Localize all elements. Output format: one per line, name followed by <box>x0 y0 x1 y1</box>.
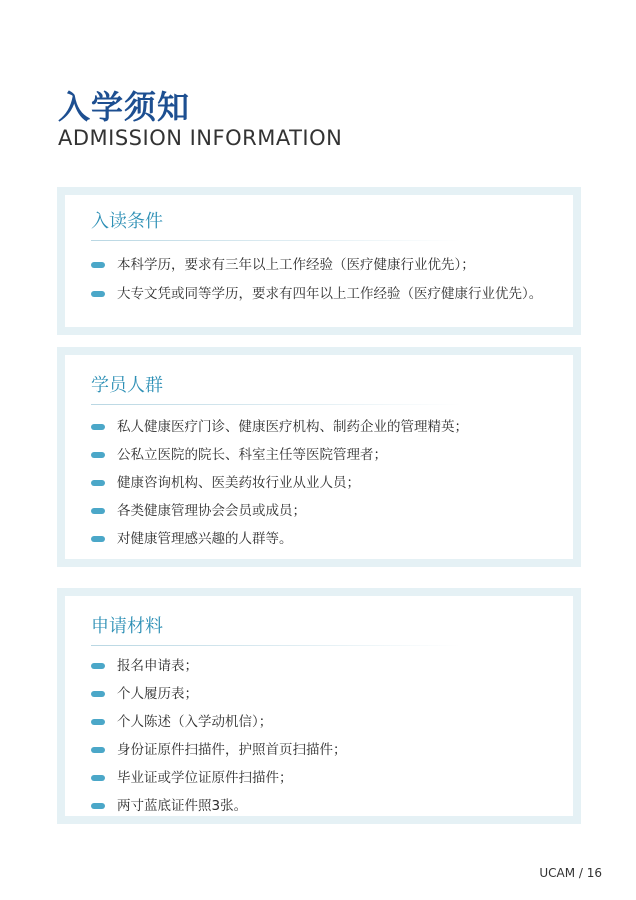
bullet-icon <box>91 803 105 809</box>
section-divider <box>91 240 461 241</box>
list-item-text: 各类健康管理协会会员或成员； <box>117 503 306 519</box>
list-item-text: 本科学历，要求有三年以上工作经验（医疗健康行业优先）； <box>117 257 475 273</box>
list-item-text: 身份证原件扫描件，护照首页扫描件； <box>117 742 347 758</box>
section-card-application-materials <box>57 588 581 824</box>
list-item <box>91 656 543 677</box>
list-item-text: 健康咨询机构、医美药妆行业从业人员； <box>117 475 360 491</box>
list-item <box>91 768 543 789</box>
list-item <box>91 473 543 494</box>
section-heading: 入读条件 <box>91 211 163 232</box>
section-card-admission-requirements <box>57 187 581 335</box>
list-item <box>91 284 543 305</box>
list-item <box>91 684 543 705</box>
list-item <box>91 255 543 276</box>
list-item-text: 两寸蓝底证件照3张。 <box>117 798 248 814</box>
page-number: UCAM / 16 <box>539 866 602 880</box>
list-item <box>91 740 543 761</box>
section-divider <box>91 404 461 405</box>
bullet-icon <box>91 480 105 486</box>
list-item <box>91 417 543 438</box>
section-card-inner <box>65 596 573 816</box>
bullet-icon <box>91 424 105 430</box>
section-list <box>91 656 543 817</box>
section-divider <box>91 645 461 646</box>
bullet-icon <box>91 719 105 725</box>
bullet-icon <box>91 775 105 781</box>
list-item-text: 私人健康医疗门诊、健康医疗机构、制药企业的管理精英； <box>117 419 468 435</box>
list-item-text: 大专文凭或同等学历，要求有四年以上工作经验（医疗健康行业优先）。 <box>117 286 543 302</box>
section-card-inner <box>65 355 573 559</box>
list-item-text: 报名申请表； <box>117 658 198 674</box>
section-heading: 申请材料 <box>91 616 163 637</box>
bullet-icon <box>91 262 105 268</box>
list-item-text: 对健康管理感兴趣的人群等。 <box>117 531 293 547</box>
section-card-target-students <box>57 347 581 567</box>
bullet-icon <box>91 291 105 297</box>
bullet-icon <box>91 452 105 458</box>
list-item-text: 个人履历表； <box>117 686 198 702</box>
list-item-text: 毕业证或学位证原件扫描件； <box>117 770 293 786</box>
page-title: 入学须知 <box>58 88 191 126</box>
list-item <box>91 501 543 522</box>
list-item <box>91 796 543 817</box>
list-item <box>91 529 543 550</box>
section-heading: 学员人群 <box>91 375 163 396</box>
bullet-icon <box>91 536 105 542</box>
bullet-icon <box>91 747 105 753</box>
section-list <box>91 417 543 550</box>
bullet-icon <box>91 691 105 697</box>
section-card-inner <box>65 195 573 327</box>
list-item-text: 公私立医院的院长、科室主任等医院管理者； <box>117 447 387 463</box>
list-item <box>91 445 543 466</box>
bullet-icon <box>91 508 105 514</box>
list-item <box>91 712 543 733</box>
section-list <box>91 255 543 305</box>
bullet-icon <box>91 663 105 669</box>
list-item-text: 个人陈述（入学动机信）； <box>117 714 273 730</box>
page-subtitle: ADMISSION INFORMATION <box>58 126 343 150</box>
